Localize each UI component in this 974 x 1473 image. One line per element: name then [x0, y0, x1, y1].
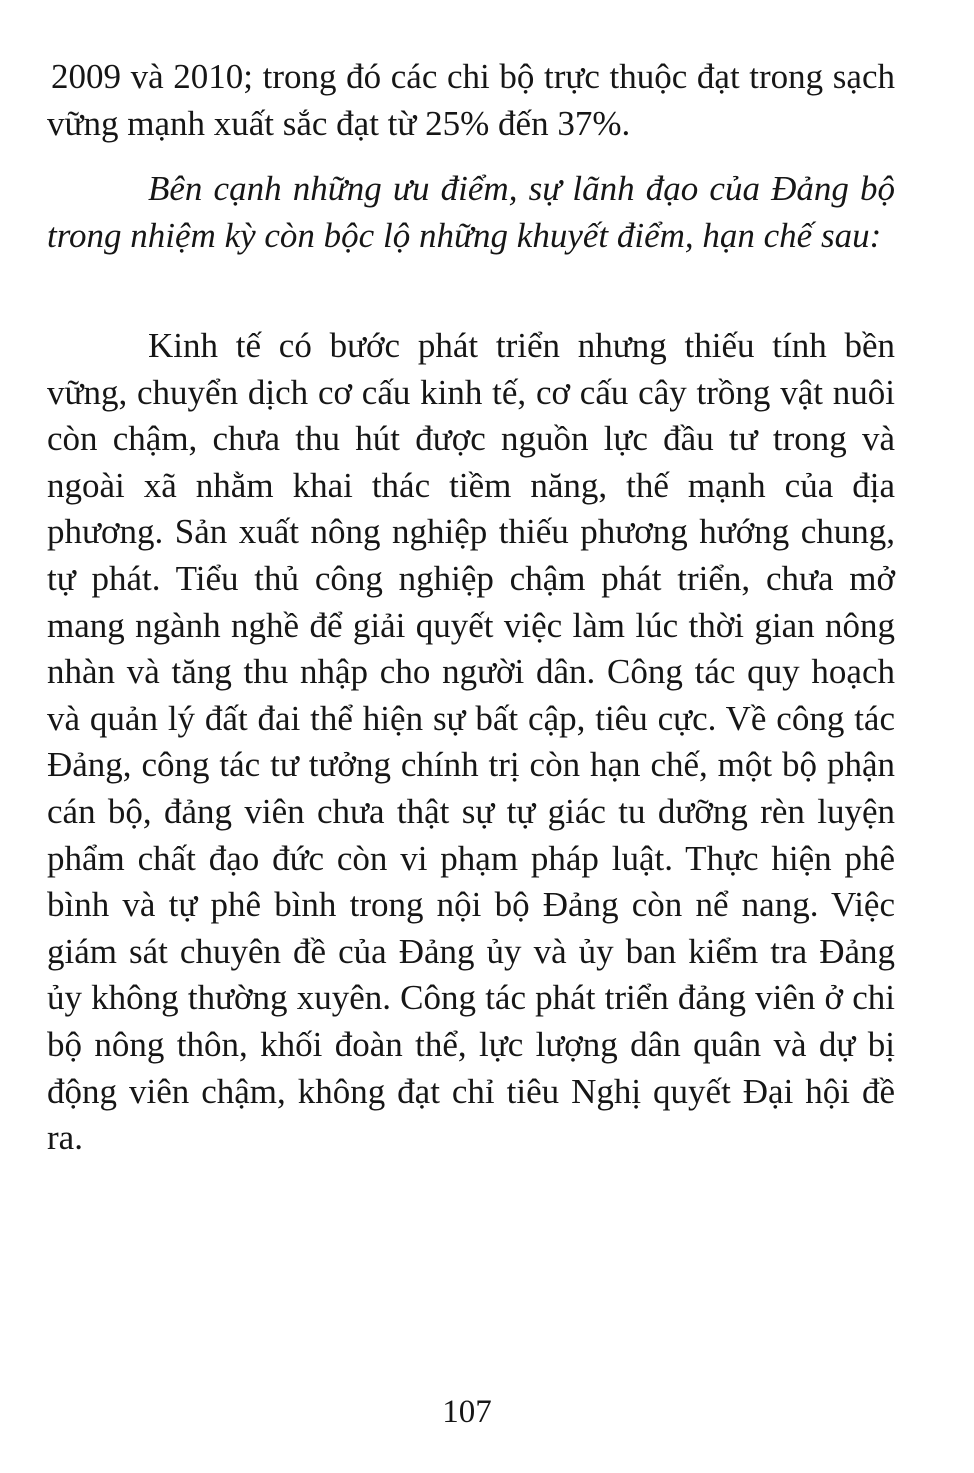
paragraph-body: Kinh tế có bước phát triển nhưng thiếu tính bền vững, chuyển dịch cơ cấu kinh tế, cơ cấu cây trồng vật nuôi còn chậm, chưa thu hút được nguồn lực đầu tư trong và ngoài xã nhằm khai thác tiềm năng, thế mạnh của địa phương. Sản xuất nông nghiệp thiếu phương hướng chung, tự phát. Tiểu thủ công nghiệp chậm phát triển, chưa mở mang ngành nghề để giải quyết việc làm lúc thời gian nông nhàn và tăng thu nhập cho người dân. Công tác quy hoạch và quản lý đất đai thể hiện sự bất cập, tiêu cực. Về công tác Đảng, công tác tư tưởng chính trị còn hạn chế, một bộ phận cán bộ, đảng viên chưa thật sự tự giác tu dưỡng rèn luyện phẩm chất đạo đức còn vi phạm pháp luật. Thực hiện phê bình và tự phê bình trong nội bộ Đảng còn nể nang. Việc giám sát chuyên đề của Đảng ủy và ủy ban kiểm tra Đảng ủy không thường xuyên. Công tác phát triển đảng viên ở chi bộ nông thôn, khối đoàn thể, lực lượng dân quân và dự bị động viên chậm, không đạt chỉ tiêu Nghị quyết Đại hội đề ra.	[47, 326, 895, 1158]
page-number: 107	[442, 1394, 492, 1430]
paragraph-italic-intro: Bên cạnh những ưu điểm, sự lãnh đạo của Đảng bộ trong nhiệm kỳ còn bộc lộ những khuyết điểm, hạn chế sau:	[47, 169, 895, 255]
paragraph-continuation: 2009 và 2010; trong đó các chi bộ trực thuộc đạt trong sạch vững mạnh xuất sắc đạt từ 25% đến 37%.	[47, 57, 895, 143]
